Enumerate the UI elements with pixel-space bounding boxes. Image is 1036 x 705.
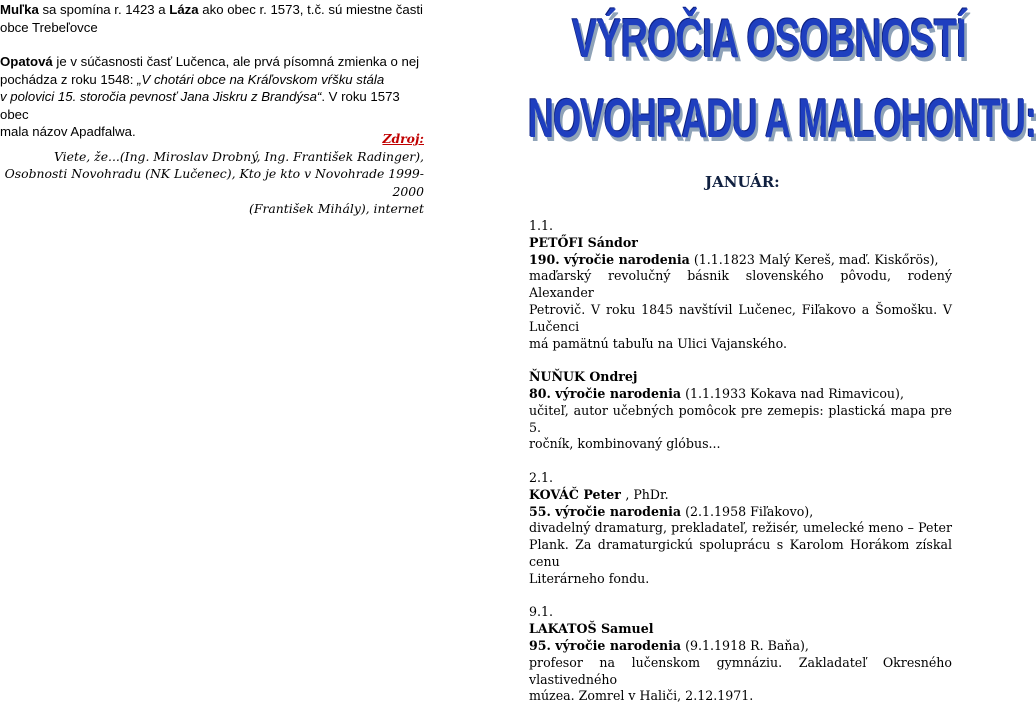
paragraph-opatova-line2 (0, 71, 424, 89)
source-line-1: Viete, že...(Ing. Miroslav Drobný, Ing. František Radinger), (53, 148, 424, 164)
text: je v súčasnosti časť Lučenca, ale prvá písomná zmienka o nej (52, 54, 420, 69)
entry-date: 1.1. (529, 218, 554, 233)
entry-desc: Plank. Za dramaturgickú spoluprácu s Karolom Horákom získal cenu (529, 537, 952, 569)
entry-name: LAKATOŠ Samuel (529, 621, 654, 637)
text: sa spomína r. 1423 a (38, 2, 170, 17)
paragraph-opatova-line3 (0, 88, 424, 123)
entry-name: PETŐFI Sándor (529, 234, 638, 250)
entry-desc: Literárneho fondu. (529, 570, 650, 586)
place-opatova: Opatová (0, 54, 53, 69)
quote: v polovici 15. storočia pevnosť Jana Jiskru z Brandýsa“ (0, 89, 322, 104)
spacer (529, 453, 952, 470)
entry-desc: učiteľ, autor učebných pomôcok pre zemepis: plastická mapa pre 5. (529, 402, 952, 435)
entry-anniversary (529, 638, 952, 655)
entry-name: ŇUŇUK Ondrej (529, 369, 638, 385)
entry-title: , PhDr. (625, 486, 669, 502)
entry-desc: má pamätnú tabuľu na Ulici Vajanského. (529, 335, 788, 351)
text: pochádza z roku 1548: (0, 71, 138, 87)
place-laza: Láza (169, 2, 199, 17)
anniversary-detail: (9.1.1918 R. Baňa), (681, 637, 809, 653)
entry-desc: Petrovič. V roku 1845 navštívil Lučenec, Fiľakovo a Šomošku. V Lučenci (529, 301, 952, 334)
left-column (0, 1, 424, 141)
quote: „V chotári obce na Kráľovskom vŕšku stála (137, 71, 385, 87)
text: ako obec r. 1573, t.č. sú miestne časti (198, 2, 423, 17)
anniversary-detail: (2.1.1958 Fiľakovo), (681, 503, 814, 519)
source-block (0, 130, 424, 218)
entry-desc: profesor na lučenskom gymnáziu. Zakladateľ Okresného vlastivedného (529, 654, 952, 687)
spacer (529, 588, 952, 605)
entry-desc: maďarský revolučný básnik slovenského pôvodu, rodený Alexander (529, 268, 952, 301)
place-mulka: Muľka (0, 2, 39, 17)
anniversary-label: 55. výročie narodenia (529, 503, 682, 519)
banner-title-line-2: NOVOHRADU A MALOHONTU: (528, 88, 1036, 150)
text: . V roku 1573 obec (0, 89, 400, 122)
source-line-2: Osobnosti Novohradu (NK Lučenec), Kto je kto v Novohrade 1999-2000 (4, 166, 424, 199)
source-label: Zdroj: (382, 131, 424, 146)
paragraph-mulka-line2: obce Trebeľovce (0, 19, 98, 35)
entry-name: KOVÁČ Peter (529, 486, 626, 502)
paragraph-opatova (0, 53, 424, 71)
source-line-3: (František Mihály), internet (249, 201, 424, 216)
spacer (0, 36, 424, 53)
entry-date: 2.1. (529, 469, 554, 485)
anniversary-label: 95. výročie narodenia (529, 637, 682, 653)
entry-anniversary (529, 252, 952, 269)
anniversary-detail: (1.1.1933 Kokava nad Rimavicou), (681, 385, 904, 401)
entry-desc: ročník, kombinovaný glóbus... (529, 436, 721, 452)
anniversary-detail: (1.1.1823 Malý Kereš, maď. Kiskőrös), (689, 251, 939, 267)
paragraph-mulka (0, 1, 424, 19)
entry-desc: múzea. Zomrel v Haliči, 2.12.1971. (529, 688, 754, 704)
banner-title-line-1: VÝROČIA OSOBNOSTÍ (572, 8, 966, 70)
entry-anniversary (529, 386, 952, 403)
entry-name-line (529, 487, 952, 504)
paragraph-opatova-line4: mala názov Apadfalwa. (0, 124, 136, 139)
entry-anniversary (529, 504, 952, 521)
anniversary-label: 190. výročie narodenia (529, 251, 690, 267)
entry-desc: divadelný dramaturg, prekladateľ, režisér, umelecké meno – Peter (529, 520, 952, 536)
entries-column (529, 218, 952, 705)
month-heading: JANUÁR: (705, 173, 780, 191)
spacer (529, 352, 952, 369)
entry-date: 9.1. (529, 604, 554, 620)
anniversary-label: 80. výročie narodenia (529, 385, 682, 401)
